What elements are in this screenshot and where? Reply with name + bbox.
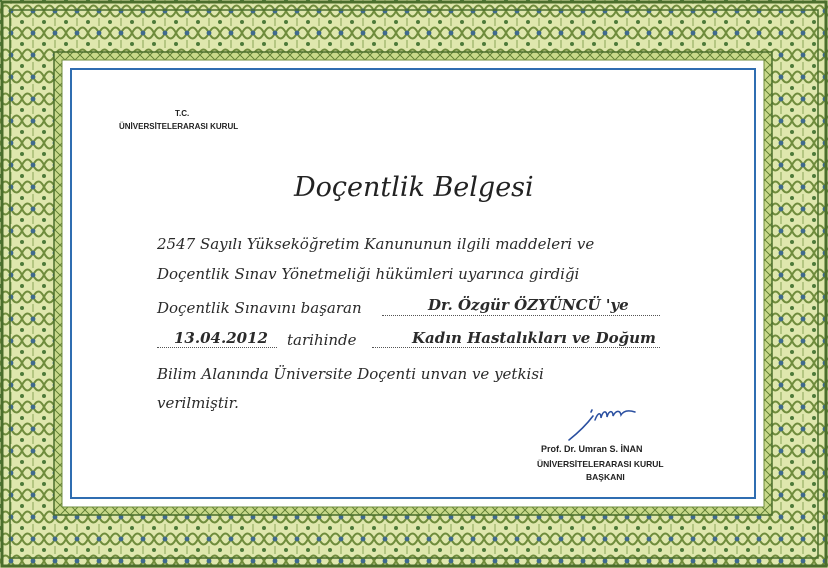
recipient-dotted-line bbox=[382, 315, 660, 316]
signatory-org: ÜNİVERSİTELERARASI KURUL bbox=[537, 459, 664, 469]
body-line-1: 2547 Sayılı Yükseköğretim Kanununun ilgili maddeleri ve bbox=[157, 235, 595, 253]
signatory-name: Prof. Dr. Umran S. İNAN bbox=[541, 444, 643, 454]
header-institution: ÜNİVERSİTELERARASI KURUL bbox=[119, 122, 239, 131]
header-tc: T.C. bbox=[175, 109, 190, 118]
signature-icon bbox=[565, 398, 640, 446]
body-line-3-prefix: Doçentlik Sınavını başaran bbox=[157, 299, 362, 317]
recipient-name: Dr. Özgür ÖZYÜNCÜ 'ye bbox=[428, 296, 629, 314]
date-value: 13.04.2012 bbox=[174, 329, 268, 347]
body-line-5: Bilim Alanında Üniversite Doçenti unvan ve yetkisi bbox=[157, 365, 544, 383]
certificate-title: Doçentlik Belgesi bbox=[294, 172, 534, 203]
signatory-role: BAŞKANI bbox=[586, 472, 625, 482]
body-line-2: Doçentlik Sınav Yönetmeliği hükümleri uyarınca girdiği bbox=[157, 265, 580, 283]
date-suffix: tarihinde bbox=[287, 331, 357, 349]
date-dotted-line bbox=[157, 347, 277, 348]
field-dotted-line bbox=[372, 347, 660, 348]
field-name: Kadın Hastalıkları ve Doğum bbox=[412, 329, 656, 347]
certificate-panel bbox=[70, 68, 756, 499]
body-line-6: verilmiştir. bbox=[157, 394, 239, 412]
